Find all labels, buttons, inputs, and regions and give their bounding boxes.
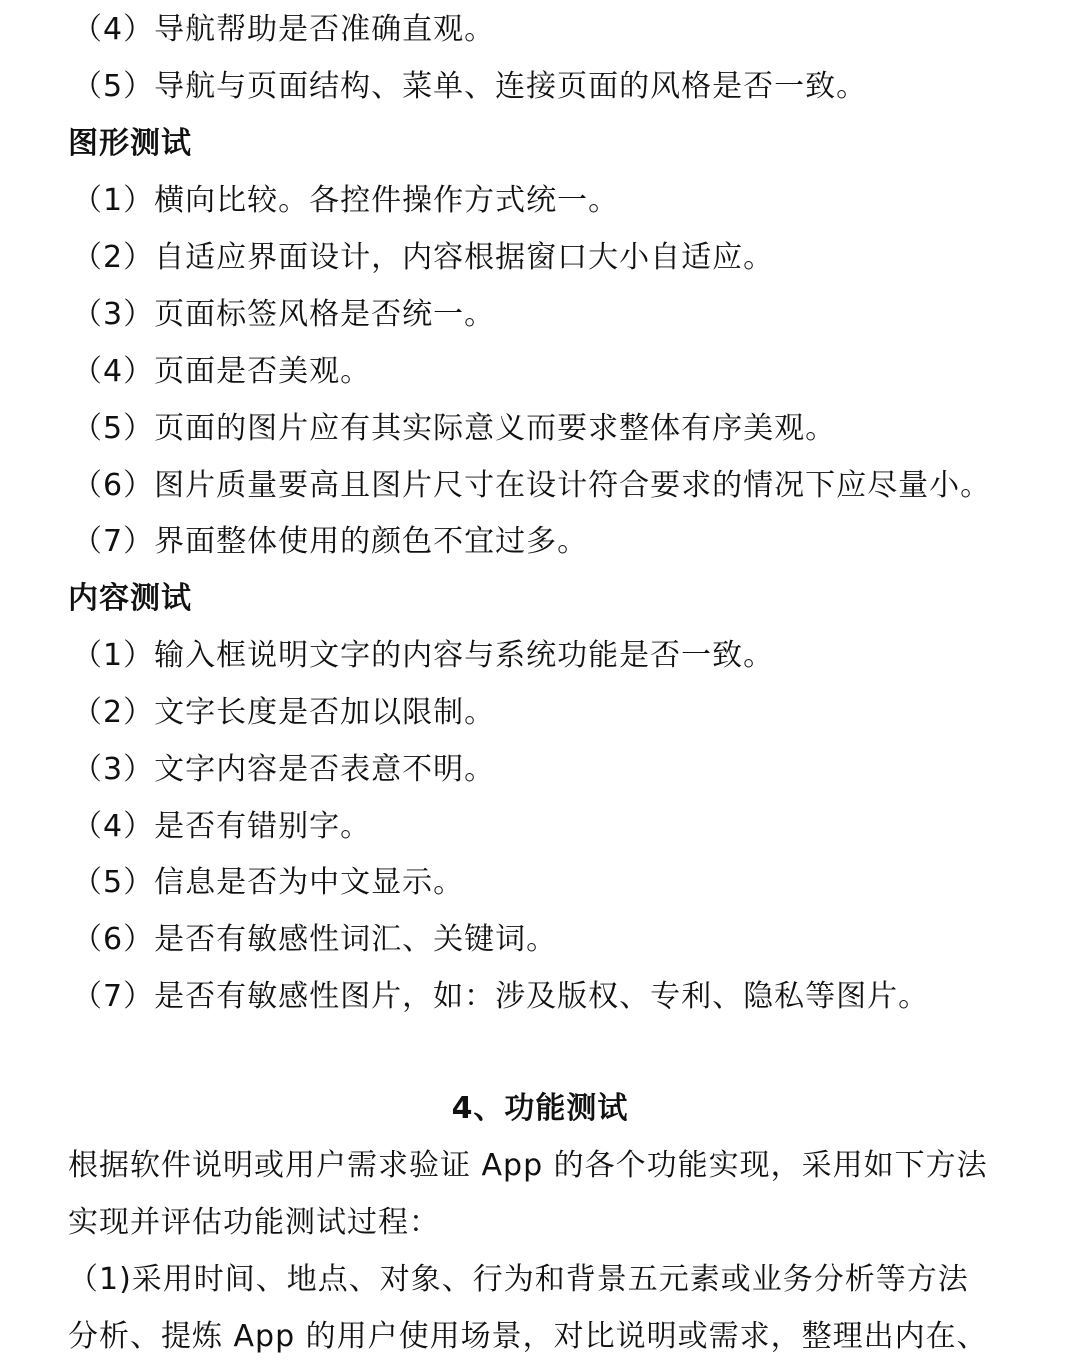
graphics-item-1: （1）横向比较。各控件操作方式统一。	[72, 183, 620, 218]
content-item-1: （1）输入框说明文字的内容与系统功能是否一致。	[72, 638, 775, 673]
graphics-item-7: （7）界面整体使用的颜色不宜过多。	[72, 524, 589, 559]
function-test-heading: 4、功能测试	[451, 1091, 629, 1126]
graphics-item-4: （4）页面是否美观。	[72, 354, 372, 389]
content-item-3: （3）文字内容是否表意不明。	[72, 752, 496, 787]
content-item-6: （6）是否有敏感性词汇、关键词。	[72, 922, 558, 957]
function-intro-line-1: 根据软件说明或用户需求验证 App 的各个功能实现，采用如下方法	[68, 1148, 988, 1183]
content-item-4: （4）是否有错别字。	[72, 809, 372, 844]
function-step-line-2: 分析、提炼 App 的用户使用场景，对比说明或需求，整理出内在、	[68, 1319, 988, 1354]
content-test-heading: 内容测试	[68, 581, 192, 616]
nav-item-4: （4）导航帮助是否准确直观。	[72, 12, 496, 47]
content-item-5: （5）信息是否为中文显示。	[72, 865, 465, 900]
graphics-item-3: （3）页面标签风格是否统一。	[72, 297, 496, 332]
graphics-item-2: （2）自适应界面设计，内容根据窗口大小自适应。	[72, 240, 775, 275]
content-item-2: （2）文字长度是否加以限制。	[72, 695, 496, 730]
function-intro-line-2: 实现并评估功能测试过程：	[68, 1205, 440, 1240]
graphics-test-heading: 图形测试	[68, 126, 192, 161]
function-step-line-1: （1)采用时间、地点、对象、行为和背景五元素或业务分析等方法	[68, 1262, 969, 1297]
nav-item-5: （5）导航与页面结构、菜单、连接页面的风格是否一致。	[72, 69, 868, 104]
graphics-item-5: （5）页面的图片应有其实际意义而要求整体有序美观。	[72, 411, 837, 446]
graphics-item-6: （6）图片质量要高且图片尺寸在设计符合要求的情况下应尽量小。	[72, 468, 992, 503]
content-item-7: （7）是否有敏感性图片，如：涉及版权、专利、隐私等图片。	[72, 979, 930, 1014]
